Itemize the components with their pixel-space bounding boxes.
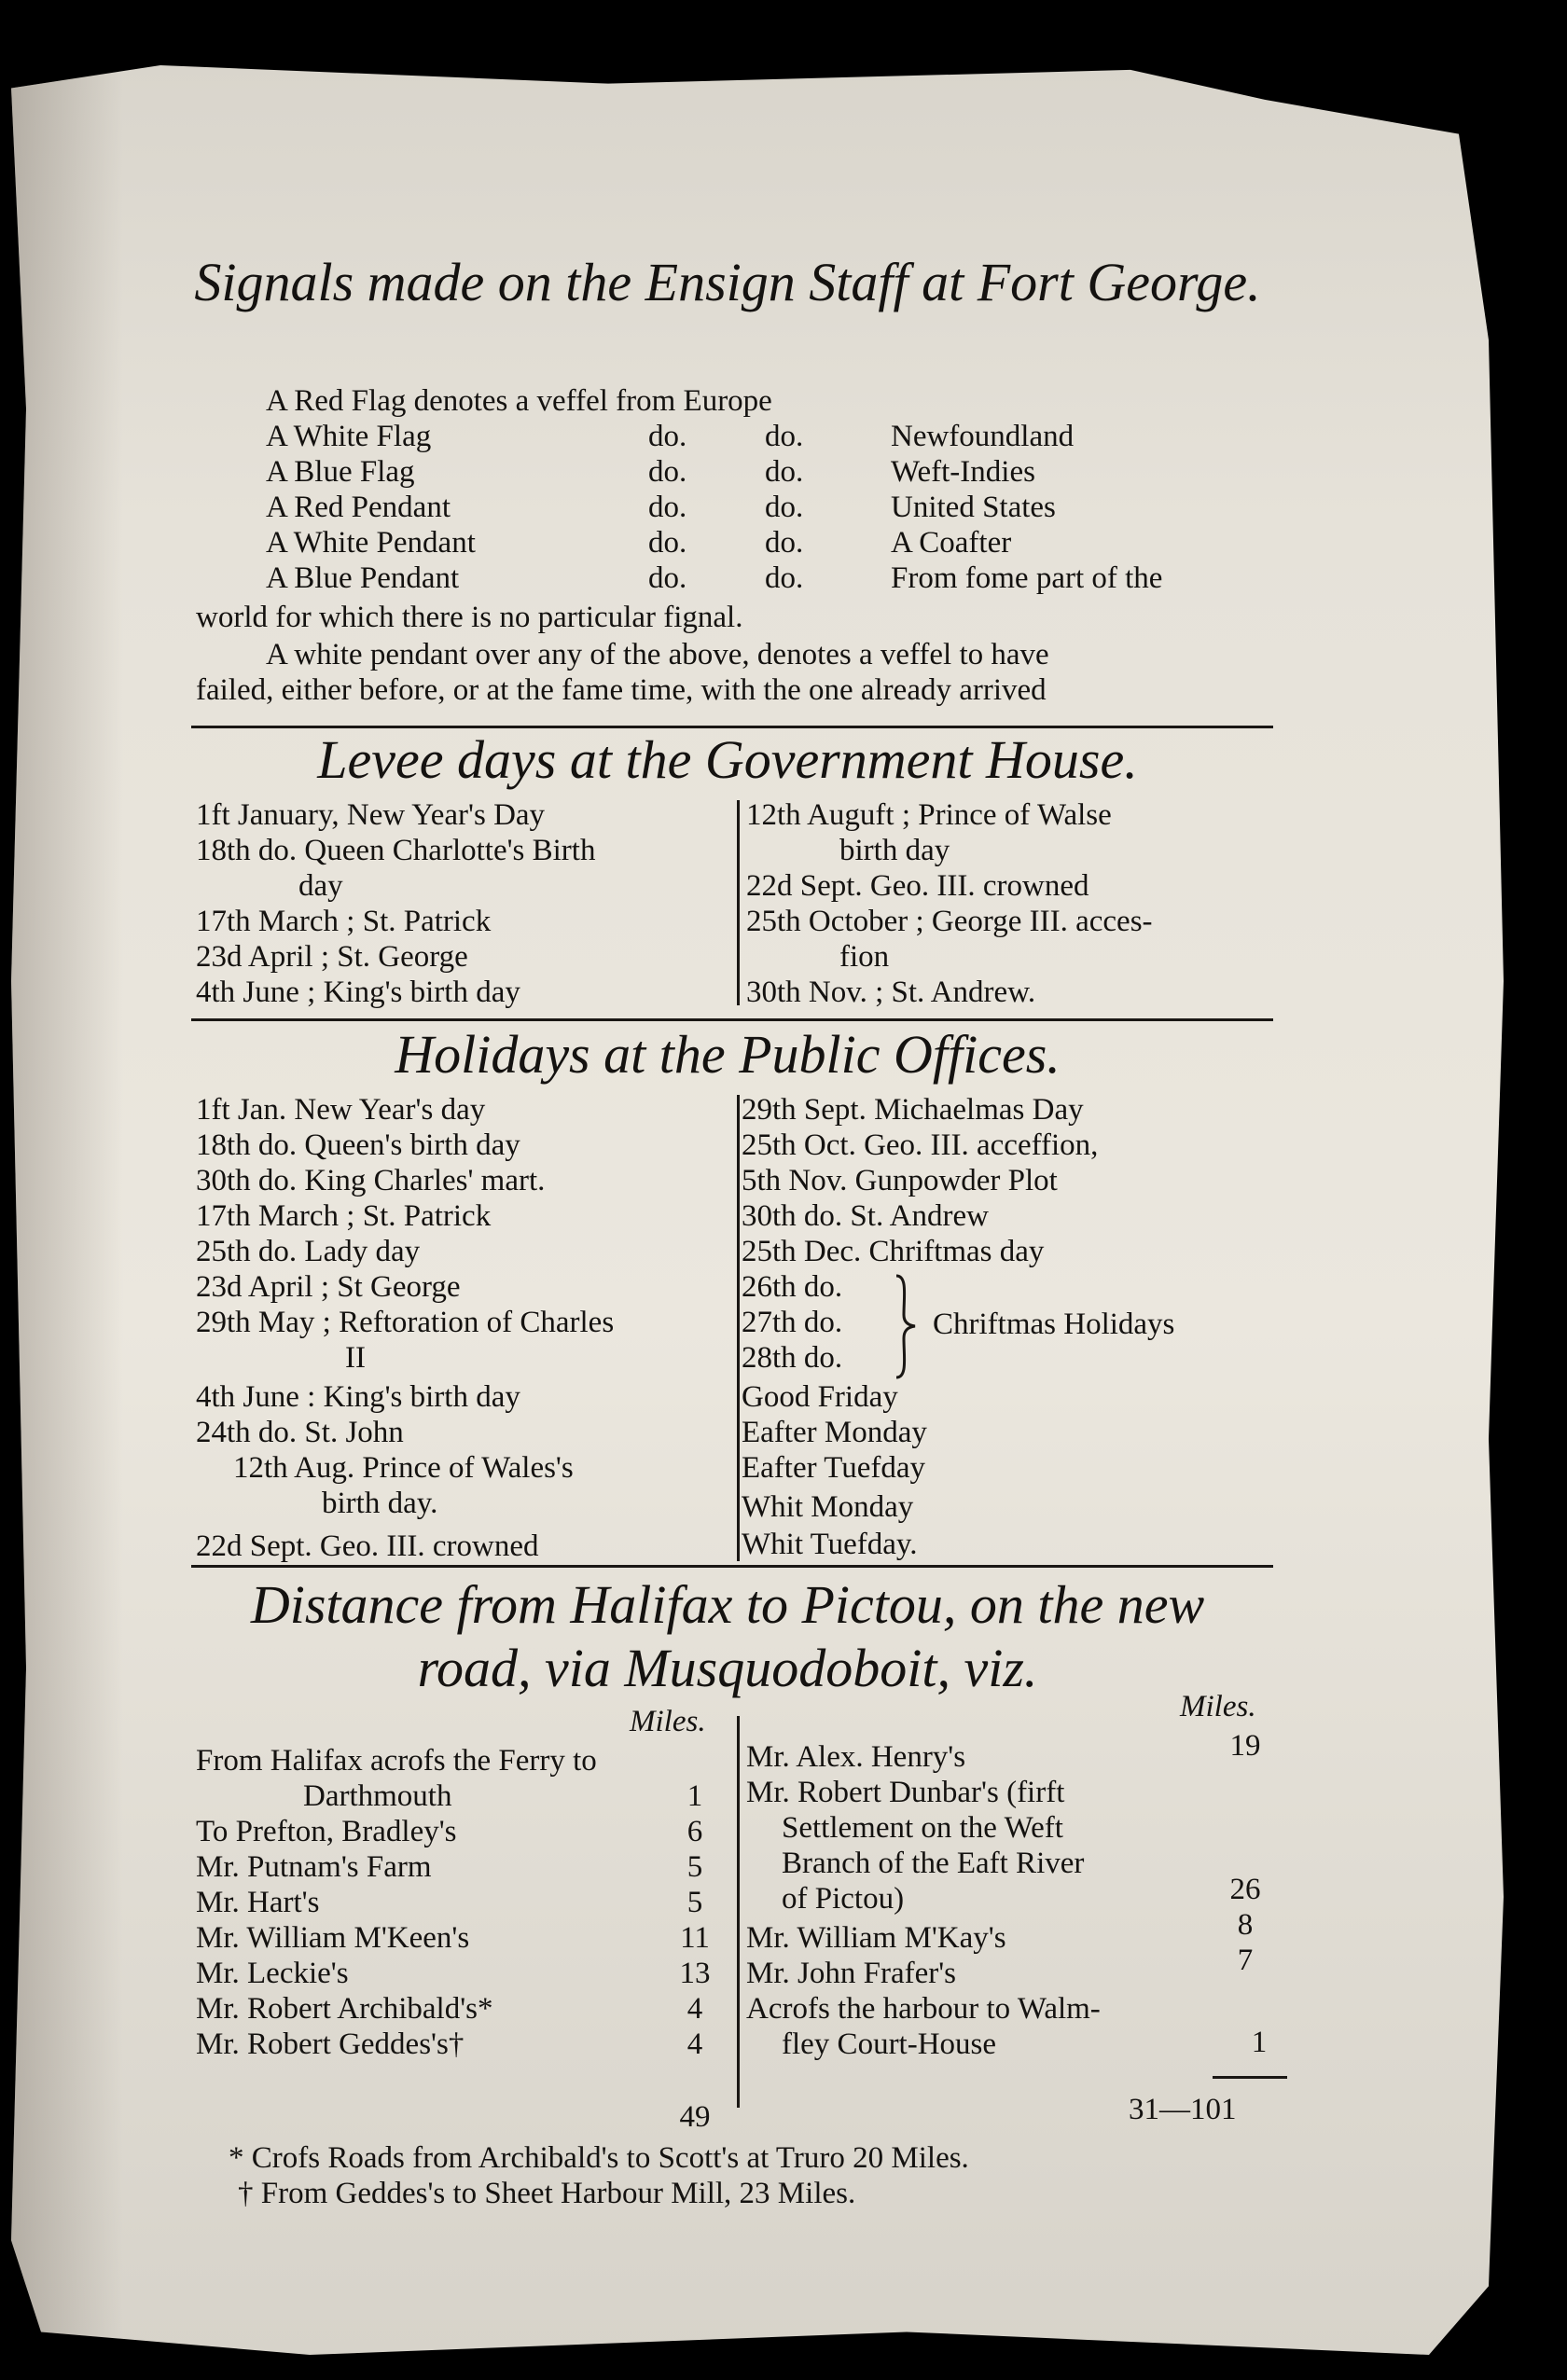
distance-place: Mr. William M'Keen's: [196, 1921, 470, 1955]
column-divider: [737, 1095, 740, 1561]
distance-miles: 5: [686, 1886, 703, 1919]
levee-entry: 30th Nov. ; St. Andrew.: [746, 976, 1036, 1009]
signal-ditto: do.: [648, 561, 687, 595]
levee-entry: day: [298, 869, 343, 903]
holiday-entry: 28th do.: [742, 1341, 843, 1375]
holiday-entry: 5th Nov. Gunpowder Plot: [742, 1164, 1058, 1197]
distance-left-total: 49: [679, 2100, 711, 2134]
distance-miles: 5: [686, 1850, 703, 1884]
holiday-entry: II: [345, 1341, 366, 1375]
signal-name: A White Pendant: [266, 526, 476, 560]
holiday-entry: Whit Monday: [742, 1490, 914, 1524]
signals-continuation: world for which there is no particular fignal.: [196, 601, 743, 634]
holiday-entry: Eafter Tuefday: [742, 1451, 926, 1485]
sum-rule: [1213, 2076, 1287, 2079]
miles-header: Miles.: [1180, 1690, 1256, 1723]
distance-miles: 4: [686, 2027, 703, 2061]
signal-destination: Weft-Indies: [891, 455, 1035, 489]
distance-miles: 11: [680, 1921, 710, 1955]
holiday-entry: 26th do.: [742, 1270, 843, 1304]
levee-entry: 18th do. Queen Charlotte's Birth: [196, 834, 596, 867]
holiday-entry: Whit Tuefday.: [742, 1528, 918, 1561]
distance-place: Darthmouth: [303, 1779, 452, 1813]
signal-ditto: do.: [648, 526, 687, 560]
distance-place: Mr. Leckie's: [196, 1957, 349, 1990]
distance-place: Mr. Putnam's Farm: [196, 1850, 432, 1884]
holiday-entry: birth day.: [322, 1487, 438, 1520]
signal-ditto: do.: [648, 455, 687, 489]
holiday-entry: 27th do.: [742, 1306, 843, 1339]
signals-note-line: failed, either before, or at the fame time, with the one already arrived: [196, 673, 1047, 707]
distance-place: Mr. John Frafer's: [746, 1957, 957, 1990]
holiday-entry: 30th do. St. Andrew: [742, 1199, 989, 1233]
holiday-entry: 30th do. King Charles' mart.: [196, 1164, 546, 1197]
signals-intro: A Red Flag denotes a veffel from Europe: [266, 384, 772, 418]
distance-place: fley Court-House: [782, 2027, 997, 2061]
holiday-entry: 29th May ; Reftoration of Charles: [196, 1306, 615, 1339]
distance-place: From Halifax acrofs the Ferry to: [196, 1744, 597, 1778]
signal-name: A Red Pendant: [266, 491, 451, 524]
holiday-group-label: Chriftmas Holidays: [933, 1308, 1175, 1341]
footnote: * Crofs Roads from Archibald's to Scott's at Truro 20 Miles.: [229, 2141, 969, 2175]
signal-ditto: do.: [765, 455, 804, 489]
distance-miles: 7: [1237, 1944, 1254, 1977]
distance-place: of Pictou): [782, 1882, 905, 1916]
distance-miles: 8: [1237, 1908, 1254, 1942]
levee-entry: birth day: [839, 834, 950, 867]
curly-brace-icon: [891, 1273, 919, 1380]
holiday-entry: 25th Oct. Geo. III. acceffion,: [742, 1128, 1099, 1162]
signal-ditto: do.: [648, 491, 687, 524]
holiday-entry: 12th Aug. Prince of Wales's: [233, 1451, 574, 1485]
distance-miles: 1: [1251, 2026, 1268, 2059]
distance-title: Distance from Halifax to Pictou, on the new: [250, 1574, 1205, 1635]
levee-entry: 1ft January, New Year's Day: [196, 798, 546, 832]
distance-place: Branch of the Eaft River: [782, 1847, 1085, 1880]
signal-ditto: do.: [648, 420, 687, 453]
levee-entry: 22d Sept. Geo. III. crowned: [746, 869, 1089, 903]
distance-place: Mr. Robert Dunbar's (firft: [746, 1776, 1065, 1809]
signal-ditto: do.: [765, 526, 804, 560]
footnote: † From Geddes's to Sheet Harbour Mill, 23 Miles.: [238, 2177, 856, 2210]
distance-place: Mr. Robert Archibald's*: [196, 1992, 493, 2026]
levee-entry: 12th Auguft ; Prince of Walse: [746, 798, 1112, 832]
distance-place: Mr. William M'Kay's: [746, 1921, 1006, 1955]
holiday-entry: 25th Dec. Chriftmas day: [742, 1235, 1045, 1268]
distance-miles: 19: [1229, 1729, 1261, 1763]
section-divider: [191, 726, 1273, 728]
signal-destination: From fome part of the: [891, 561, 1163, 595]
holiday-entry: 18th do. Queen's birth day: [196, 1128, 520, 1162]
signal-name: A Blue Flag: [266, 455, 415, 489]
distance-place: To Prefton, Bradley's: [196, 1815, 457, 1848]
holiday-entry: 25th do. Lady day: [196, 1235, 421, 1268]
holiday-entry: 1ft Jan. New Year's day: [196, 1093, 486, 1127]
signal-ditto: do.: [765, 491, 804, 524]
spine-shadow: [11, 65, 123, 2355]
distance-place: Mr. Alex. Henry's: [746, 1740, 966, 1774]
signal-name: A White Flag: [266, 420, 432, 453]
holiday-entry: Good Friday: [742, 1380, 898, 1414]
distance-miles: 6: [686, 1815, 703, 1848]
section-divider: [191, 1018, 1273, 1021]
signals-note-line: A white pendant over any of the above, denotes a veffel to have: [266, 638, 1049, 671]
holiday-entry: Eafter Monday: [742, 1416, 927, 1449]
distance-place: Acrofs the harbour to Walm-: [746, 1992, 1101, 2026]
signal-ditto: do.: [765, 420, 804, 453]
signal-destination: United States: [891, 491, 1056, 524]
signals-title: Signals made on the Ensign Staff at Fort George.: [194, 252, 1261, 312]
distance-place: Mr. Robert Geddes's†: [196, 2027, 465, 2061]
distance-miles: 26: [1229, 1873, 1261, 1906]
distance-place: Mr. Hart's: [196, 1886, 320, 1919]
distance-right-total: 31—101: [1129, 2093, 1237, 2126]
distance-miles: 4: [686, 1992, 703, 2026]
holiday-entry: 22d Sept. Geo. III. crowned: [196, 1529, 539, 1563]
holidays-title: Holidays at the Public Offices.: [395, 1024, 1061, 1085]
distance-miles: 13: [679, 1957, 711, 1990]
levee-entry: 23d April ; St. George: [196, 940, 468, 974]
levee-entry: 17th March ; St. Patrick: [196, 905, 492, 938]
section-divider: [191, 1565, 1273, 1568]
holiday-entry: 23d April ; St George: [196, 1270, 461, 1304]
signal-destination: A Coafter: [891, 526, 1012, 560]
distance-subtitle: road, via Musquodoboit, viz.: [417, 1638, 1038, 1698]
holiday-entry: 17th March ; St. Patrick: [196, 1199, 492, 1233]
miles-header: Miles.: [630, 1705, 706, 1738]
column-divider: [737, 1716, 740, 2108]
holiday-entry: 29th Sept. Michaelmas Day: [742, 1093, 1084, 1127]
levee-entry: fion: [839, 940, 890, 974]
distance-miles: 1: [686, 1779, 703, 1813]
holiday-entry: 4th June : King's birth day: [196, 1380, 520, 1414]
signal-name: A Blue Pendant: [266, 561, 460, 595]
levee-entry: 4th June ; King's birth day: [196, 976, 520, 1009]
holiday-entry: 24th do. St. John: [196, 1416, 404, 1449]
column-divider: [737, 800, 740, 1005]
signal-destination: Newfoundland: [891, 420, 1075, 453]
levee-title: Levee days at the Government House.: [317, 729, 1138, 790]
signal-ditto: do.: [765, 561, 804, 595]
distance-place: Settlement on the Weft: [782, 1811, 1063, 1845]
levee-entry: 25th October ; George III. acces-: [746, 905, 1153, 938]
